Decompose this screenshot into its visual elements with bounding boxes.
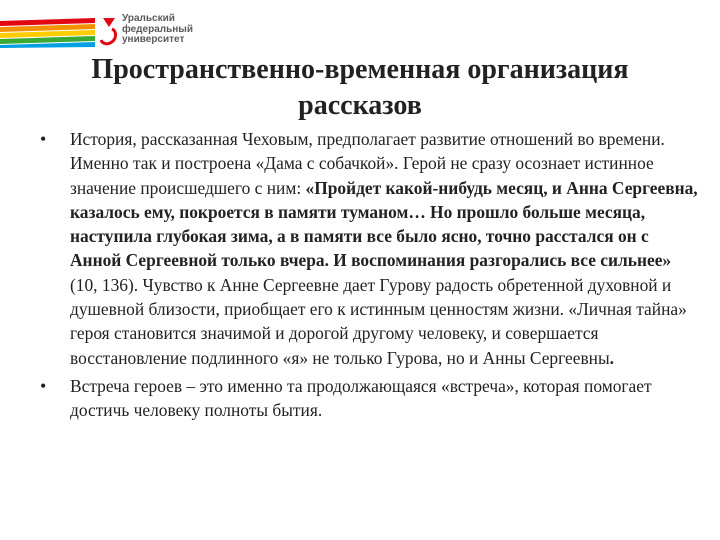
text-segment: Встреча героев – это именно та продолжающаяся «встреча», которая помогает достичь человеку полноты бытия. bbox=[70, 375, 652, 421]
header-color-stripes bbox=[0, 18, 95, 48]
bullet-item-1 bbox=[40, 127, 700, 370]
logo-mark-icon bbox=[100, 16, 118, 46]
slide-title-line-1: Пространственно-временная организация bbox=[91, 54, 629, 85]
text-segment: . bbox=[609, 347, 615, 368]
bullet-text bbox=[70, 127, 700, 370]
logo-line-3: университет bbox=[122, 34, 185, 45]
bullet-item-2 bbox=[40, 374, 700, 423]
text-segment: История, рассказанная Чеховым, предполагает развитие отношений во времени. Именно так и построена «Дама с собачкой». Герой не сразу осознает истинное значение происшедшего с ним: bbox=[70, 129, 665, 198]
quote-segment: «Пройдет какой-нибудь месяц, и Анна Сергеевна, казалось ему, покроется в памяти туманом… Но прошло больше месяца, наступила глубокая зима, а в памяти все было ясно, точно расстался он с Анной Сергеевной только вчера. И воспоминания разгорались все сильнее» bbox=[70, 177, 698, 271]
slide-title-line-2: рассказов bbox=[298, 90, 422, 121]
logo-line-2: федеральный bbox=[122, 23, 193, 35]
bullet-dot-icon: • bbox=[40, 375, 47, 396]
slide-title bbox=[30, 52, 690, 124]
slide-content bbox=[40, 127, 700, 423]
bullet-text bbox=[70, 374, 700, 423]
logo-text bbox=[122, 14, 193, 46]
bullet-dot-icon: • bbox=[40, 129, 47, 149]
logo-line-1: Уральский bbox=[122, 13, 175, 24]
text-segment: (10, 136). Чувство к Анне Сергеевне дает Гурову радость обретенной духовной и душевной близости, приобщает его к истинным ценностям жизни. «Личная тайна» героя становится значимой и дорогой другому человеку, и совершается восстановление подлинного «я» не только Гурова, но и Анны Сергеевны bbox=[70, 274, 687, 368]
